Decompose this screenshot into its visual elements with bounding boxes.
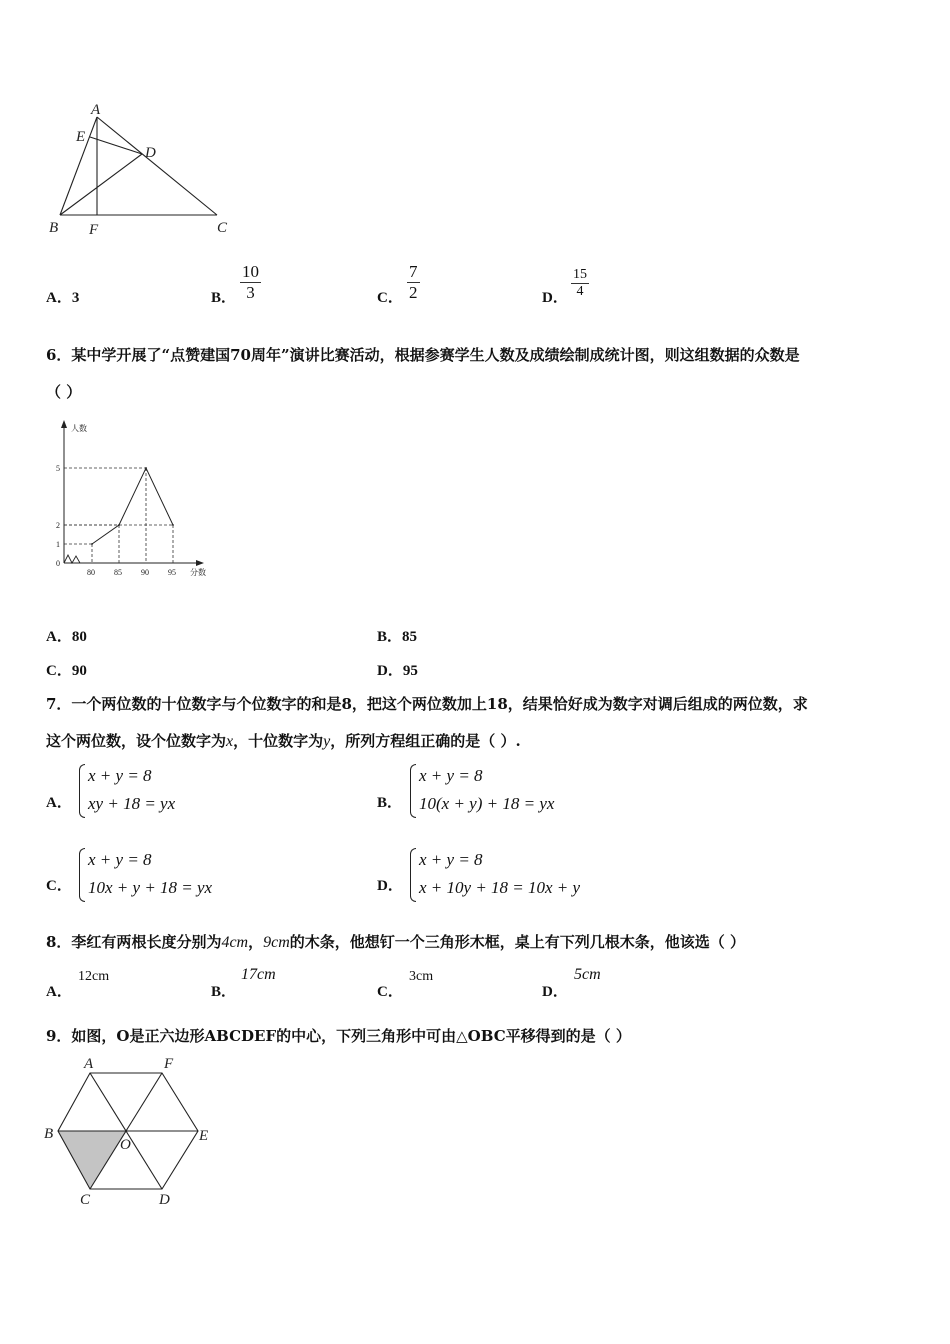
q7-option-c-brace	[79, 848, 85, 902]
xtick-label-90: 90	[141, 568, 149, 577]
q5-option-d-letter[interactable]: D．	[542, 290, 568, 306]
q7-option-b-brace	[410, 764, 416, 818]
q5-triangle-figure	[40, 100, 240, 240]
segment-ed	[90, 137, 142, 154]
label-f: F	[164, 1056, 174, 1072]
q6-text-line1: 6．某中学开展了“点赞建国70周年”演讲比赛活动，根据参赛学生人数及成绩绘制成统计图，则这组数据的众数是	[46, 346, 800, 364]
q7-option-a-brace	[79, 764, 85, 818]
q7-option-d-system: x + y = 8 x + 10y + 18 = 10x + y	[419, 850, 581, 897]
x-axis-arrow	[196, 560, 204, 566]
q7-text-line2: 这个两位数，设个位数字为x，十位数字为y，所列方程组正确的是（ ）.	[46, 732, 521, 750]
ytick-label-1: 1	[56, 540, 60, 549]
q6-text-line2: （ ）	[46, 383, 82, 401]
label-f: F	[89, 222, 99, 238]
label-c: C	[80, 1192, 91, 1208]
q5-option-c-fraction: $\frac{7}{2}$	[409, 262, 418, 302]
q7-option-b-system: x + y = 8 10(x + y) + 18 = yx	[419, 766, 555, 813]
label-e: E	[199, 1128, 209, 1144]
q7-option-d-letter[interactable]: D．	[377, 878, 403, 894]
q5-option-d-fraction: $\frac{15}{4}$	[573, 267, 587, 299]
q5-option-b-letter[interactable]: B．	[211, 290, 237, 306]
label-d: D	[145, 145, 156, 161]
q9-text: 9．如图，O是正六边形ABCDEF的中心，下列三角形中可由△OBC平移得到的是（ ）	[46, 1027, 631, 1045]
data-point-85	[118, 524, 120, 526]
q8-option-d-letter[interactable]: D．	[542, 984, 568, 1000]
q8-option-b-value: 17cm	[241, 966, 276, 983]
q7-option-a-system: x + y = 8 xy + 18 = yx	[88, 766, 176, 813]
q6-option-b[interactable]: B．85	[377, 629, 418, 645]
label-c: C	[217, 220, 228, 236]
ytick-label-2: 2	[56, 521, 60, 530]
xtick-label-95: 95	[168, 568, 176, 577]
q7-option-d-brace	[410, 848, 416, 902]
q7-option-c-letter[interactable]: C．	[46, 878, 72, 894]
series-line	[92, 468, 173, 544]
q9-hexagon-figure	[40, 1052, 230, 1212]
chart-xlabel: 分数	[190, 568, 206, 577]
q8-option-a-value: 12cm	[78, 969, 110, 984]
q8-option-c-value: 3cm	[409, 969, 434, 984]
segment-ac	[97, 117, 217, 215]
ytick-label-5: 5	[56, 464, 60, 473]
q8-option-c-letter[interactable]: C．	[377, 984, 403, 1000]
q5-option-c-letter[interactable]: C．	[377, 290, 403, 306]
label-b: B	[44, 1126, 54, 1142]
q6-option-c[interactable]: C．90	[46, 663, 87, 679]
label-d: D	[159, 1192, 170, 1208]
axis-break	[64, 555, 80, 563]
label-a: A	[91, 102, 101, 118]
q6-option-a[interactable]: A．80	[46, 629, 87, 645]
chart-ylabel: 人数	[71, 424, 87, 433]
y-axis-arrow	[61, 420, 67, 428]
q8-option-d-value: 5cm	[574, 966, 601, 983]
q7-option-a-letter[interactable]: A．	[46, 795, 72, 811]
data-point-80	[91, 543, 93, 545]
q7-option-b-letter[interactable]: B．	[377, 795, 403, 811]
label-b: B	[49, 220, 59, 236]
label-a: A	[84, 1056, 94, 1072]
data-point-90	[145, 467, 147, 469]
q7-option-c-system: x + y = 8 10x + y + 18 = yx	[88, 850, 213, 897]
shaded-triangle-obc	[58, 1131, 126, 1189]
q6-line-chart	[40, 418, 220, 583]
xtick-label-80: 80	[87, 568, 95, 577]
label-e: E	[76, 129, 86, 145]
ytick-label-0: 0	[56, 559, 60, 568]
segment-bd	[60, 154, 142, 215]
q7-text-line1: 7．一个两位数的十位数字与个位数字的和是8，把这个两位数加上18，结果恰好成为数字对调后组成的两位数，求	[46, 695, 808, 713]
q8-text: 8．李红有两根长度分别为4cm，9cm的木条，他想钉一个三角形木框，桌上有下列几根木条，他该选（ ）	[46, 933, 746, 951]
label-o: O	[120, 1137, 131, 1153]
q8-option-b-letter[interactable]: B．	[211, 984, 237, 1000]
q6-option-d[interactable]: D．95	[377, 663, 418, 679]
q5-option-b-fraction: $\frac{10}{3}$	[242, 262, 259, 302]
q8-option-a-letter[interactable]: A．	[46, 984, 72, 1000]
data-point-95	[172, 524, 174, 526]
q5-option-a[interactable]: A．3	[46, 290, 80, 306]
xtick-label-85: 85	[114, 568, 122, 577]
